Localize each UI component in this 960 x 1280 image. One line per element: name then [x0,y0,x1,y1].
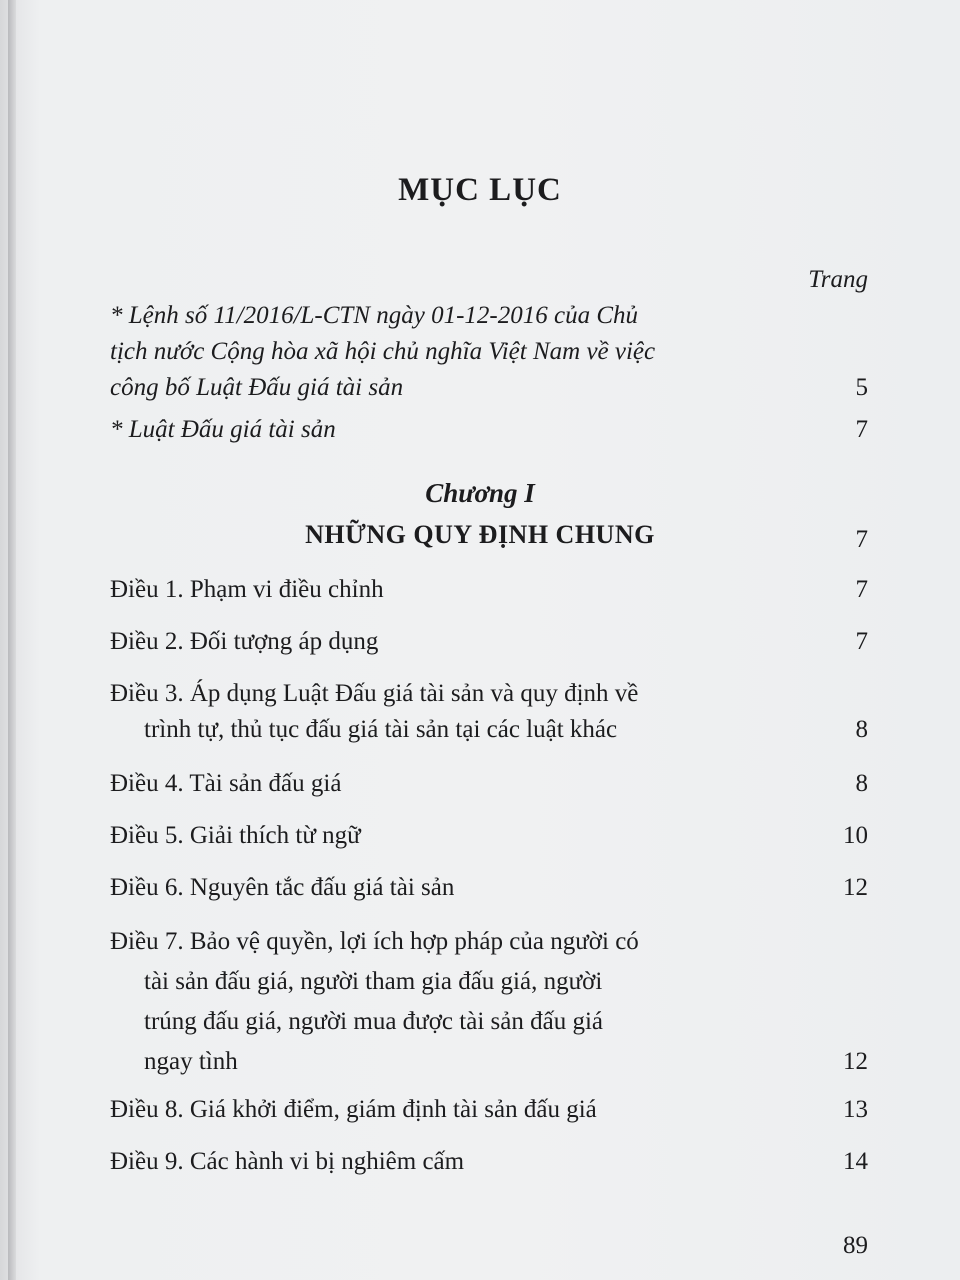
toc-entry-page: 7 [855,576,868,603]
toc-entry-line: Điều 1. Phạm vi điều chỉnh [110,576,384,603]
toc-entry-line: Điều 3. Áp dụng Luật Đấu giá tài sản và quy định về [110,680,639,707]
chapter-page: 7 [855,526,868,553]
page-column-label: Trang [808,266,868,293]
toc-entry-line: tài sản đấu giá, người tham gia đấu giá, người [144,968,603,995]
chapter-title: NHỮNG QUY ĐỊNH CHUNG [305,520,655,549]
toc-entry-line: * Lệnh số 11/2016/L-CTN ngày 01-12-2016 của Chủ [110,302,639,329]
toc-entry-line: trình tự, thủ tục đấu giá tài sản tại các luật khác [144,716,618,743]
toc-entry-line: Điều 8. Giá khởi điểm, giám định tài sản đấu giá [110,1096,597,1123]
toc-entry-page: 5 [855,374,868,401]
toc-entry-article-7 [110,922,868,1082]
toc-entry-line: * Luật Đấu giá tài sản [110,416,336,443]
toc-entry-article-6 [110,870,868,906]
toc-entry-page: 14 [843,1148,868,1175]
toc-entry-line: Điều 9. Các hành vi bị nghiêm cấm [110,1148,465,1175]
chapter-number: Chương I [425,478,535,508]
toc-entry-page: 12 [843,874,868,901]
toc-entry-page: 8 [855,770,868,797]
page-title: MỤC LỤC [398,172,562,208]
toc-entry-article-9 [110,1144,868,1180]
toc-entry-article-2 [110,624,868,660]
toc-entry-line: công bố Luật Đấu giá tài sản [110,374,404,401]
toc-entry-page: 7 [855,416,868,443]
toc-entry-line: tịch nước Cộng hòa xã hội chủ nghĩa Việt Nam về việc [110,338,656,365]
toc-entry-page: 8 [855,716,868,743]
toc-entry-article-3 [110,676,868,748]
toc-entry-law [110,412,868,448]
toc-entry-line: ngay tình [144,1048,238,1075]
toc-entry-article-8 [110,1092,868,1128]
toc-entry-article-1 [110,572,868,608]
toc-entry-line: Điều 7. Bảo vệ quyền, lợi ích hợp pháp của người có [110,928,639,955]
toc-entry-article-5 [110,818,868,854]
toc-entry-page: 7 [855,628,868,655]
toc-entry-page: 10 [843,822,868,849]
chapter-page-row [110,522,868,558]
toc-entry-page: 12 [843,1048,868,1075]
toc-entry-line: Điều 2. Đối tượng áp dụng [110,628,379,655]
toc-entry-line: trúng đấu giá, người mua được tài sản đấu giá [144,1008,603,1035]
page-number: 89 [843,1232,868,1259]
toc-entry-decree [110,298,868,406]
toc-entry-line: Điều 5. Giải thích từ ngữ [110,822,361,849]
toc-entry-line: Điều 4. Tài sản đấu giá [110,770,342,797]
toc-entry-page: 13 [843,1096,868,1123]
toc-entry-article-4 [110,766,868,802]
toc-entry-line: Điều 6. Nguyên tắc đấu giá tài sản [110,874,455,901]
